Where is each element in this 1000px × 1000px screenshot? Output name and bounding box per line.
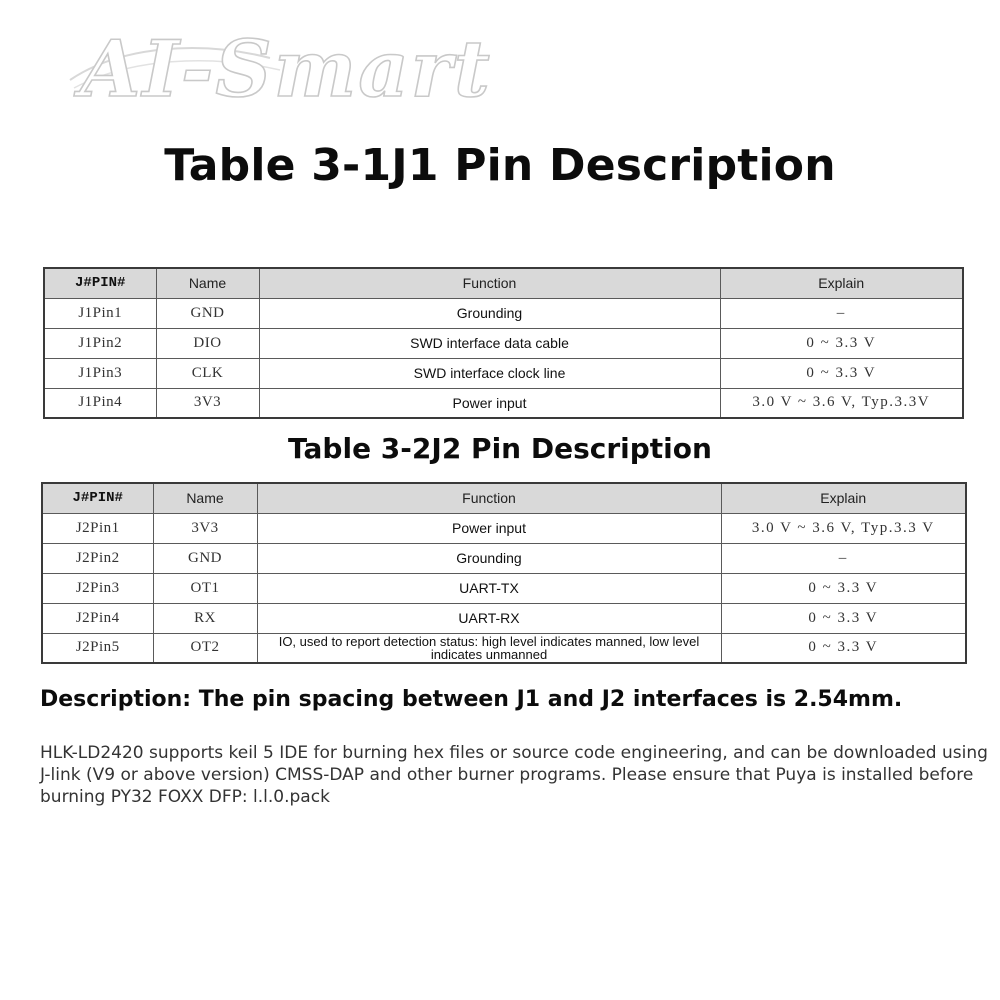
name-cell: 3V3 — [153, 513, 257, 543]
pin-cell: J2Pin3 — [42, 573, 153, 603]
table-row — [44, 328, 963, 358]
function-cell: Power input — [257, 513, 721, 543]
function-cell: UART-TX — [257, 573, 721, 603]
name-cell: RX — [153, 603, 257, 633]
function-cell: SWD interface clock line — [259, 358, 720, 388]
table-2-title: Table 3-2J2 Pin Description — [288, 432, 712, 465]
explain-cell: 3.0 V ~ 3.6 V, Typ.3.3 V — [721, 513, 966, 543]
function-cell: Power input — [259, 388, 720, 418]
explain-cell: 3.0 V ~ 3.6 V, Typ.3.3V — [720, 388, 963, 418]
explain-cell: 0 ~ 3.3 V — [720, 328, 963, 358]
column-header-name: Name — [156, 268, 259, 298]
j2-pin-table — [41, 482, 967, 664]
table-row — [44, 298, 963, 328]
function-cell: IO, used to report detection status: high level indicates manned, low level indicates unmanned — [257, 633, 721, 663]
pin-cell: J1Pin2 — [44, 328, 156, 358]
watermark-graphic — [60, 18, 560, 113]
name-cell: 3V3 — [156, 388, 259, 418]
name-cell: CLK — [156, 358, 259, 388]
name-cell: GND — [156, 298, 259, 328]
table-header-row — [42, 483, 966, 513]
pin-cell: J1Pin1 — [44, 298, 156, 328]
explain-cell: 0 ~ 3.3 V — [721, 573, 966, 603]
table-row — [42, 513, 966, 543]
pin-cell: J1Pin3 — [44, 358, 156, 388]
explain-cell: – — [721, 543, 966, 573]
function-cell: UART-RX — [257, 603, 721, 633]
function-cell: Grounding — [257, 543, 721, 573]
table-row — [44, 388, 963, 418]
column-header-function: Function — [257, 483, 721, 513]
explain-cell: 0 ~ 3.3 V — [721, 633, 966, 663]
table-row — [42, 573, 966, 603]
function-cell: SWD interface data cable — [259, 328, 720, 358]
pin-cell: J2Pin2 — [42, 543, 153, 573]
pin-cell: J1Pin4 — [44, 388, 156, 418]
table-header-row — [44, 268, 963, 298]
burning-instructions-text: HLK-LD2420 supports keil 5 IDE for burning hex files or source code engineering, and can be downloaded using J-link (V9 or above version) CMSS-DAP and other burner programs. Please ensure that Puya is installed before burning PY32 FOXX DFP: l.l.0.pack — [40, 743, 988, 807]
pin-spacing-description: Description: The pin spacing between J1 and J2 interfaces is 2.54mm. — [40, 687, 903, 712]
watermark-text: AI-Smart — [80, 24, 492, 113]
pin-cell: J2Pin4 — [42, 603, 153, 633]
column-header-pin: J#PIN# — [42, 483, 153, 513]
watermark-logo — [60, 18, 560, 113]
explain-cell: 0 ~ 3.3 V — [720, 358, 963, 388]
column-header-explain: Explain — [720, 268, 963, 298]
page-title: Table 3-1J1 Pin Description — [164, 140, 836, 191]
function-cell: Grounding — [259, 298, 720, 328]
column-header-explain: Explain — [721, 483, 966, 513]
name-cell: DIO — [156, 328, 259, 358]
table-row — [42, 543, 966, 573]
table-row — [42, 603, 966, 633]
explain-cell: 0 ~ 3.3 V — [721, 603, 966, 633]
column-header-function: Function — [259, 268, 720, 298]
name-cell: OT2 — [153, 633, 257, 663]
column-header-pin: J#PIN# — [44, 268, 156, 298]
column-header-name: Name — [153, 483, 257, 513]
explain-cell: – — [720, 298, 963, 328]
table-row — [44, 358, 963, 388]
table-row — [42, 633, 966, 663]
name-cell: OT1 — [153, 573, 257, 603]
name-cell: GND — [153, 543, 257, 573]
pin-cell: J2Pin1 — [42, 513, 153, 543]
pin-cell: J2Pin5 — [42, 633, 153, 663]
j1-pin-table — [43, 267, 964, 419]
